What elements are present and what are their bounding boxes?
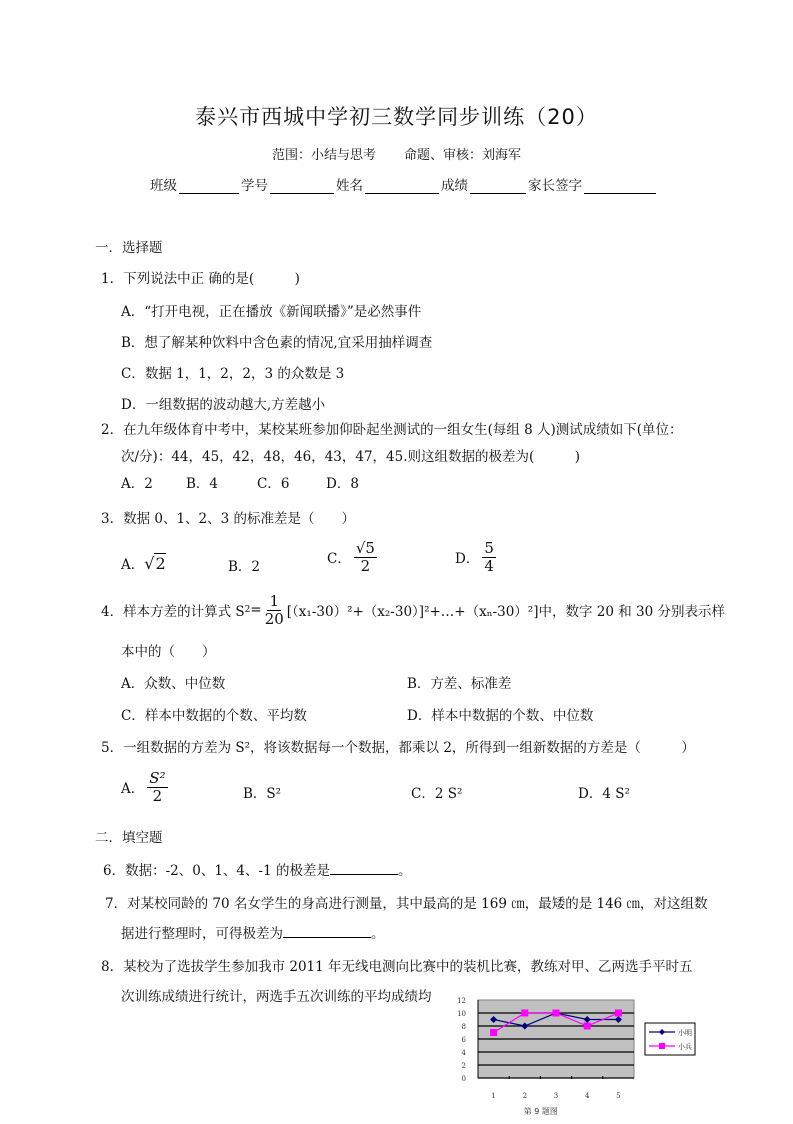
q7-stem-line1: 7．对某校同龄的 70 名女学生的身高进行测量，其中最高的是 169 ㎝，最矮的是 146 ㎝，对这组数 [105,896,708,912]
subtitle [0,144,793,163]
field-parent-sign-blank[interactable] [584,179,656,194]
q8-stem-line2: 次训练成绩进行统计，两选手五次训练的平均成绩均 [121,989,432,1005]
legend-label: 小明 [678,1029,692,1037]
q4-option-c: C．样本中数据的个数、平均数 [121,708,307,724]
q4-stem-line2: 本中的（ ） [121,644,216,660]
author-text: 命题、审核：刘海军 [404,148,522,163]
fraction: $\frac{5}{4}$ [484,539,494,575]
q3-stem: 3．数据 0、1、2、3 的标准差是（ ） [101,511,356,527]
field-number-blank[interactable] [270,179,334,194]
q3-option-a: A．√2 [121,554,166,573]
q5-option-c: C．2 S² [411,786,463,802]
q2-option-b: B．4 [186,476,219,492]
y-tick-label: 8 [461,1023,466,1031]
x-tick-label: 4 [584,1092,590,1100]
q5-stem: 5．一组数据的方差为 S²，将该数据每一个数据，都乘以 2，所得到一组新数据的方差是（ ） [101,740,695,756]
legend-label: 小兵 [678,1043,692,1051]
q7-stem-line2: 据进行整理时，可得极差为 。 [121,922,385,942]
square-marker [584,1023,591,1030]
line-chart-figure [445,995,715,1122]
q3-option-c: C． $\frac{√5}{2}$ [327,539,375,575]
y-tick-label: 0 [461,1075,466,1083]
q2-option-d: D．8 [326,476,359,492]
section-1-heading: 一．选择题 [95,240,163,256]
q4-stem-line1: 4．样本方差的计算式 S 2 = $\frac{1}{20}$ [（x₁-30）²+（x₂-30）]²+…+（xₙ-30）²]中，数字 20 和 30 分别表示样 [101,592,725,628]
field-score-blank[interactable] [470,179,526,194]
q4-option-a: A．众数、中位数 [121,676,226,692]
q6-answer-blank[interactable] [330,860,398,875]
field-score-label: 成绩 [441,178,468,194]
q5-option-b: B．S² [243,786,282,802]
fraction: $\frac{\text{S²}}{2}$ [149,769,166,805]
field-class-label: 班级 [150,178,177,194]
sqrt-symbol: √2 [144,554,166,573]
square-marker [659,1043,665,1049]
square-marker [553,1010,560,1017]
q1-option-d: D．一组数据的波动越大,方差越小 [121,397,326,413]
y-tick-label: 10 [457,1010,466,1018]
x-tick-label: 1 [491,1092,496,1100]
fraction: $\frac{1}{20}$ [264,592,284,628]
y-tick-label: 2 [461,1062,466,1070]
fraction: $\frac{√5}{2}$ [355,539,375,575]
field-name-label: 姓名 [336,178,363,194]
square-marker [615,1010,622,1017]
y-tick-label: 12 [457,997,466,1005]
q5-option-d: D．4 S² [578,786,630,802]
q4-option-d: D．样本中数据的个数、中位数 [407,708,594,724]
figure-caption: 第 9 题图 [523,1107,558,1116]
field-parent-sign-label: 家长签字 [528,178,582,194]
q5-option-a: A． $\frac{\text{S²}}{2}$ [121,769,166,805]
q2-stem-line2: 次/分)：44，45，42，48，46，43，47，45.则这组数据的极差为( ) [121,449,581,465]
q8-stem-line1: 8．某校为了选拔学生参加我市 2011 年无线电测向比赛中的装机比赛，教练对甲、乙两选手平时五 [101,959,693,975]
x-tick-label: 3 [553,1092,559,1100]
student-info-fields [150,174,658,194]
q2-option-a: A．2 [121,476,153,492]
q1-stem: 1．下列说法中正 确的是( ) [101,271,300,287]
x-tick-label: 5 [616,1092,621,1100]
y-tick-label: 6 [461,1036,466,1044]
square-marker [521,1010,528,1017]
q1-option-c: C．数据 1，1，2，2，3 的众数是 3 [121,366,345,382]
field-number-label: 学号 [241,178,268,194]
section-2-heading: 二．填空题 [95,830,163,846]
q3-option-b: B．2 [228,559,261,575]
q2-option-c: C．6 [257,476,290,492]
page-title: 泰兴市西城中学初三数学同步训练（20） [195,105,598,129]
q1-option-b: B．想了解某种饮料中含色素的情况,宜采用抽样调查 [121,335,433,351]
q4-option-b: B．方差、标准差 [407,676,512,692]
y-tick-label: 4 [461,1049,466,1057]
field-class-blank[interactable] [179,179,239,194]
q6-stem: 6．数据：-2、0、1、4、-1 的极差是 。 [103,859,411,879]
square-marker [490,1029,497,1036]
q1-option-a: A．“打开电视，正在播放《新闻联播》”是必然事件 [121,304,422,320]
field-name-blank[interactable] [365,179,439,194]
q7-answer-blank[interactable] [283,923,371,938]
line-chart [445,995,715,1122]
x-tick-label: 2 [522,1092,528,1100]
q3-option-d: D． $\frac{5}{4}$ [455,539,494,575]
q2-stem-line1: 2．在九年级体育中考中，某校某班参加仰卧起坐测试的一组女生(每组 8 人)测试成绩如下(单位： [101,422,683,438]
scope-text: 范围：小结与思考 [271,148,376,163]
